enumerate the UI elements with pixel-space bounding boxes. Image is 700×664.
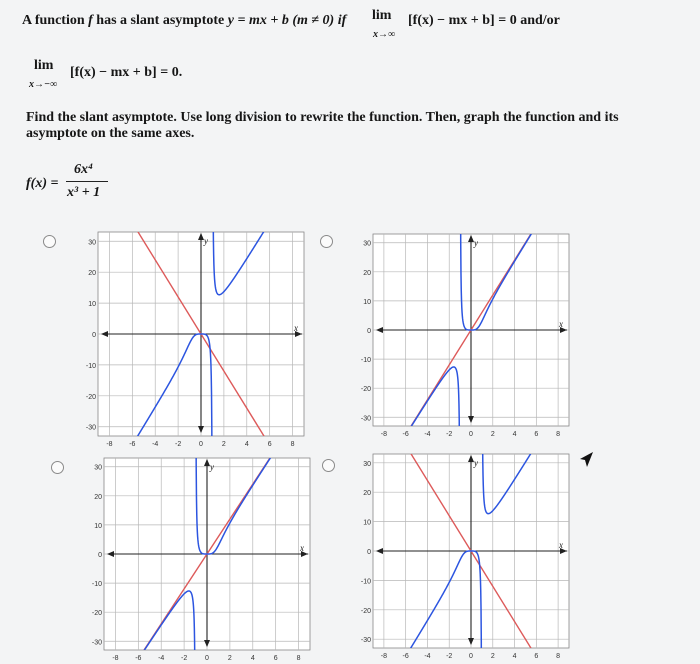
x-tick-label: 2 — [490, 653, 495, 660]
limit-1-word: lim — [372, 8, 392, 23]
x-tick-label: 6 — [273, 655, 278, 662]
x-tick-label: 6 — [534, 653, 539, 660]
y-tick-label: 0 — [92, 332, 96, 339]
function-lhs: f(x) = — [26, 176, 59, 191]
x-tick-label: 4 — [244, 441, 249, 448]
graph-svg — [90, 454, 312, 664]
y-tick-label: 20 — [363, 269, 371, 277]
x-axis-label: x — [300, 543, 304, 553]
x-tick-label: -8 — [380, 431, 388, 438]
x-tick-label: 8 — [290, 441, 295, 448]
limit-1-subscript: x→∞ — [373, 29, 396, 40]
x-tick-label: 0 — [469, 431, 473, 438]
x-tick-label: 4 — [512, 653, 517, 660]
limit-2-subscript: x→−∞ — [29, 79, 58, 90]
x-axis-label: x — [294, 323, 298, 333]
y-axis-label: y — [474, 458, 478, 468]
fraction-bar — [66, 181, 108, 182]
y-tick-label: 0 — [367, 328, 371, 335]
x-tick-label: -4 — [424, 653, 431, 660]
y-axis-label: y — [210, 462, 214, 472]
y-axis-label: y — [204, 236, 208, 246]
graph-svg — [359, 450, 571, 662]
option-a-graph[interactable] — [84, 228, 306, 450]
x-axis-label: x — [559, 319, 563, 329]
instruction-line-1: Find the slant asymptote. Use long division to rewrite the function. Then, graph the function and its — [26, 110, 619, 125]
graph-svg — [359, 230, 571, 440]
option-b-graph[interactable] — [359, 230, 571, 440]
function-numerator: 6x⁴ — [74, 162, 93, 177]
limit-2-expression: [f(x) − mx + b] = 0. — [70, 65, 183, 80]
x-tick-label: 6 — [534, 431, 539, 438]
x-tick-label: 0 — [205, 655, 209, 662]
x-tick-label: 8 — [556, 431, 561, 438]
x-tick-label: -6 — [402, 653, 409, 660]
y-tick-label: -20 — [91, 610, 102, 618]
x-tick-label: -2 — [446, 431, 453, 438]
y-tick-label: 30 — [363, 460, 371, 468]
y-tick-label: -30 — [85, 424, 96, 432]
y-tick-label: 10 — [363, 519, 371, 527]
graph-svg — [84, 228, 306, 450]
y-tick-label: -10 — [91, 581, 102, 589]
x-tick-label: 8 — [556, 653, 561, 660]
mouse-cursor-icon — [577, 451, 595, 469]
x-tick-label: -6 — [129, 441, 136, 448]
function-denominator: x³ + 1 — [67, 185, 101, 200]
y-tick-label: 10 — [363, 298, 371, 306]
x-tick-label: -4 — [152, 441, 159, 448]
x-tick-label: 2 — [221, 441, 226, 448]
y-tick-label: -20 — [360, 607, 371, 615]
question-line-1 — [22, 13, 346, 29]
option-c-radio[interactable] — [51, 461, 64, 474]
x-tick-label: -8 — [380, 653, 388, 660]
text-eq: y = mx + b (m ≠ 0) if — [227, 13, 347, 28]
x-tick-label: -2 — [174, 441, 182, 448]
option-b-radio[interactable] — [320, 235, 333, 248]
y-tick-label: 0 — [98, 552, 102, 559]
option-d-graph[interactable] — [359, 450, 571, 662]
text-mid: has a slant asymptote — [96, 13, 225, 28]
option-a-radio[interactable] — [43, 235, 56, 248]
x-tick-label: -6 — [135, 655, 142, 662]
y-tick-label: 10 — [88, 301, 96, 309]
x-tick-label: 2 — [227, 655, 232, 662]
x-tick-label: -2 — [446, 653, 453, 660]
x-tick-label: -8 — [112, 655, 119, 662]
x-tick-label: 2 — [490, 431, 495, 438]
x-tick-label: -4 — [424, 431, 431, 438]
option-d-radio[interactable] — [322, 459, 335, 472]
x-tick-label: 6 — [267, 441, 272, 448]
y-tick-label: -10 — [85, 362, 96, 370]
x-axis-label: x — [559, 540, 563, 550]
y-tick-label: 20 — [363, 490, 371, 498]
y-tick-label: 0 — [367, 549, 371, 556]
y-axis-label: y — [474, 238, 478, 248]
y-tick-label: -30 — [360, 415, 371, 423]
limit-2-word: lim — [34, 58, 54, 73]
x-tick-label: -8 — [106, 441, 113, 448]
x-tick-label: -6 — [402, 431, 409, 438]
x-tick-label: -4 — [158, 655, 165, 662]
x-tick-label: -2 — [180, 655, 188, 662]
y-tick-label: 20 — [88, 270, 96, 278]
y-tick-label: -20 — [360, 386, 371, 394]
instruction-line-2: asymptote on the same axes. — [26, 126, 195, 141]
option-c-graph[interactable] — [90, 454, 312, 664]
y-tick-label: 30 — [94, 464, 102, 472]
y-tick-label: -20 — [85, 393, 96, 401]
text-prefix: A function — [22, 13, 85, 28]
limit-1-expression: [f(x) − mx + b] = 0 and/or — [408, 13, 560, 28]
y-tick-label: -10 — [360, 357, 371, 365]
x-tick-label: 4 — [250, 655, 255, 662]
x-tick-label: 8 — [296, 655, 301, 662]
y-tick-label: -30 — [91, 639, 102, 647]
y-tick-label: -10 — [360, 578, 371, 586]
x-tick-label: 4 — [512, 431, 517, 438]
y-tick-label: 20 — [94, 493, 102, 501]
text-f: f — [88, 13, 93, 28]
x-tick-label: 0 — [469, 653, 473, 660]
y-tick-label: -30 — [360, 637, 371, 645]
y-tick-label: 30 — [363, 240, 371, 248]
y-tick-label: 30 — [88, 239, 96, 247]
x-tick-label: 0 — [199, 441, 203, 448]
y-tick-label: 10 — [94, 522, 102, 530]
